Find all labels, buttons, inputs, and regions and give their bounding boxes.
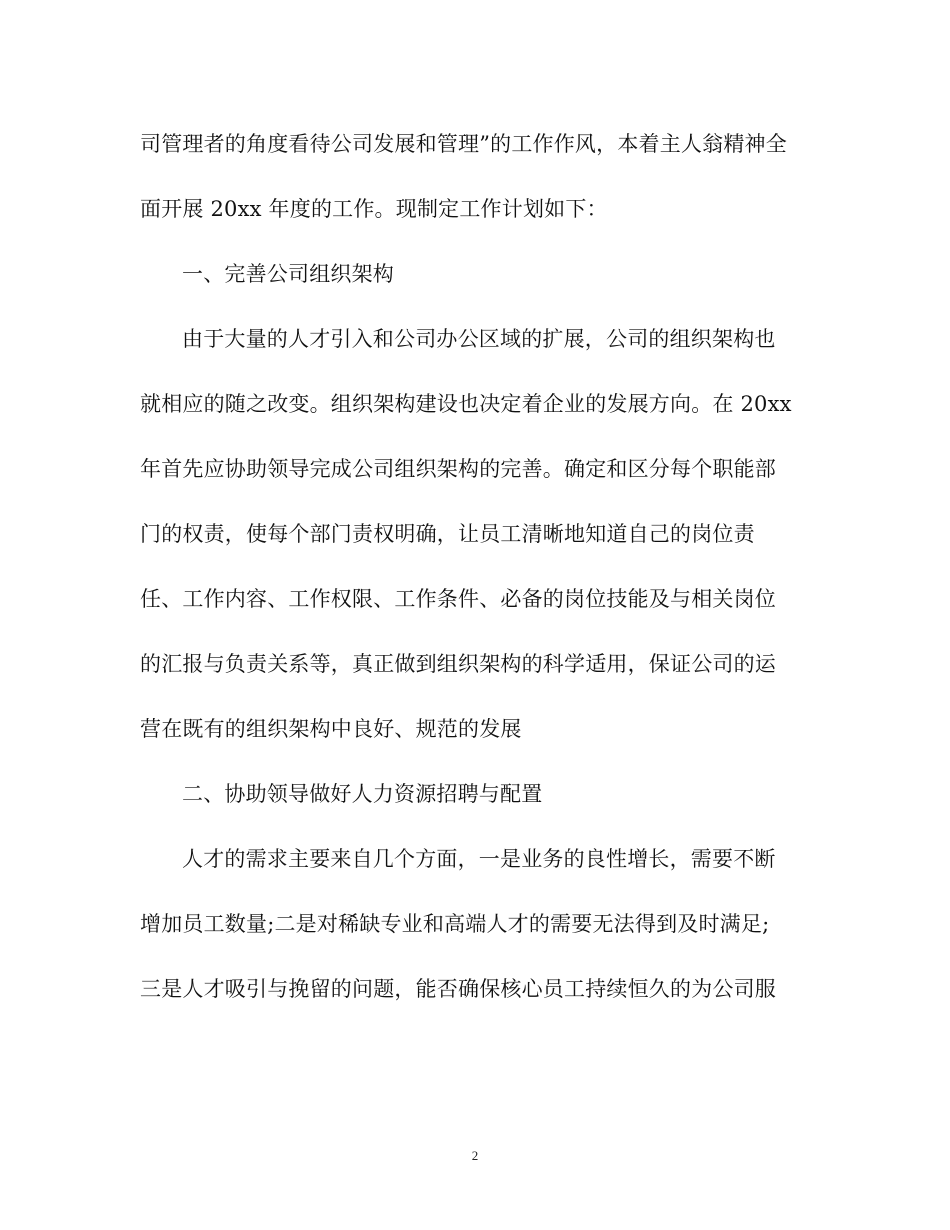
text-line: 增加员工数量;二是对稀缺专业和高端人才的需要无法得到及时满足; xyxy=(140,912,770,936)
text-line: 任、工作内容、工作权限、工作条件、必备的岗位技能及与相关岗位 xyxy=(140,587,776,611)
text-line: 营在既有的组织架构中良好、规范的发展 xyxy=(140,717,522,741)
text-line: 三是人才吸引与挽留的问题，能否确保核心员工持续恒久的为公司服 xyxy=(140,977,776,1001)
page-number: 2 xyxy=(471,1148,479,1163)
text-line: 司管理者的角度看待公司发展和管理”的工作作风，本着主人翁精神全 xyxy=(140,132,787,156)
text-line: 就相应的随之改变。组织架构建设也决定着企业的发展方向。在 20xx xyxy=(140,392,792,416)
text-line: 人才的需求主要来自几个方面，一是业务的良性增长，需要不断 xyxy=(182,847,776,871)
text-line: 年首先应协助领导完成公司组织架构的完善。确定和区分每个职能部 xyxy=(140,457,776,481)
section-heading: 一、完善公司组织架构 xyxy=(182,262,394,286)
text-line: 面开展 20xx 年度的工作。现制定工作计划如下： xyxy=(140,197,608,221)
text-line: 门的权责，使每个部门责权明确，让员工清晰地知道自己的岗位责 xyxy=(140,522,755,546)
section-heading: 二、协助领导做好人力资源招聘与配置 xyxy=(182,782,543,806)
body-text xyxy=(140,122,810,1032)
text-line: 由于大量的人才引入和公司办公区域的扩展，公司的组织架构也 xyxy=(182,327,776,351)
text-line: 的汇报与负责关系等，真正做到组织架构的科学适用，保证公司的运 xyxy=(140,652,776,676)
